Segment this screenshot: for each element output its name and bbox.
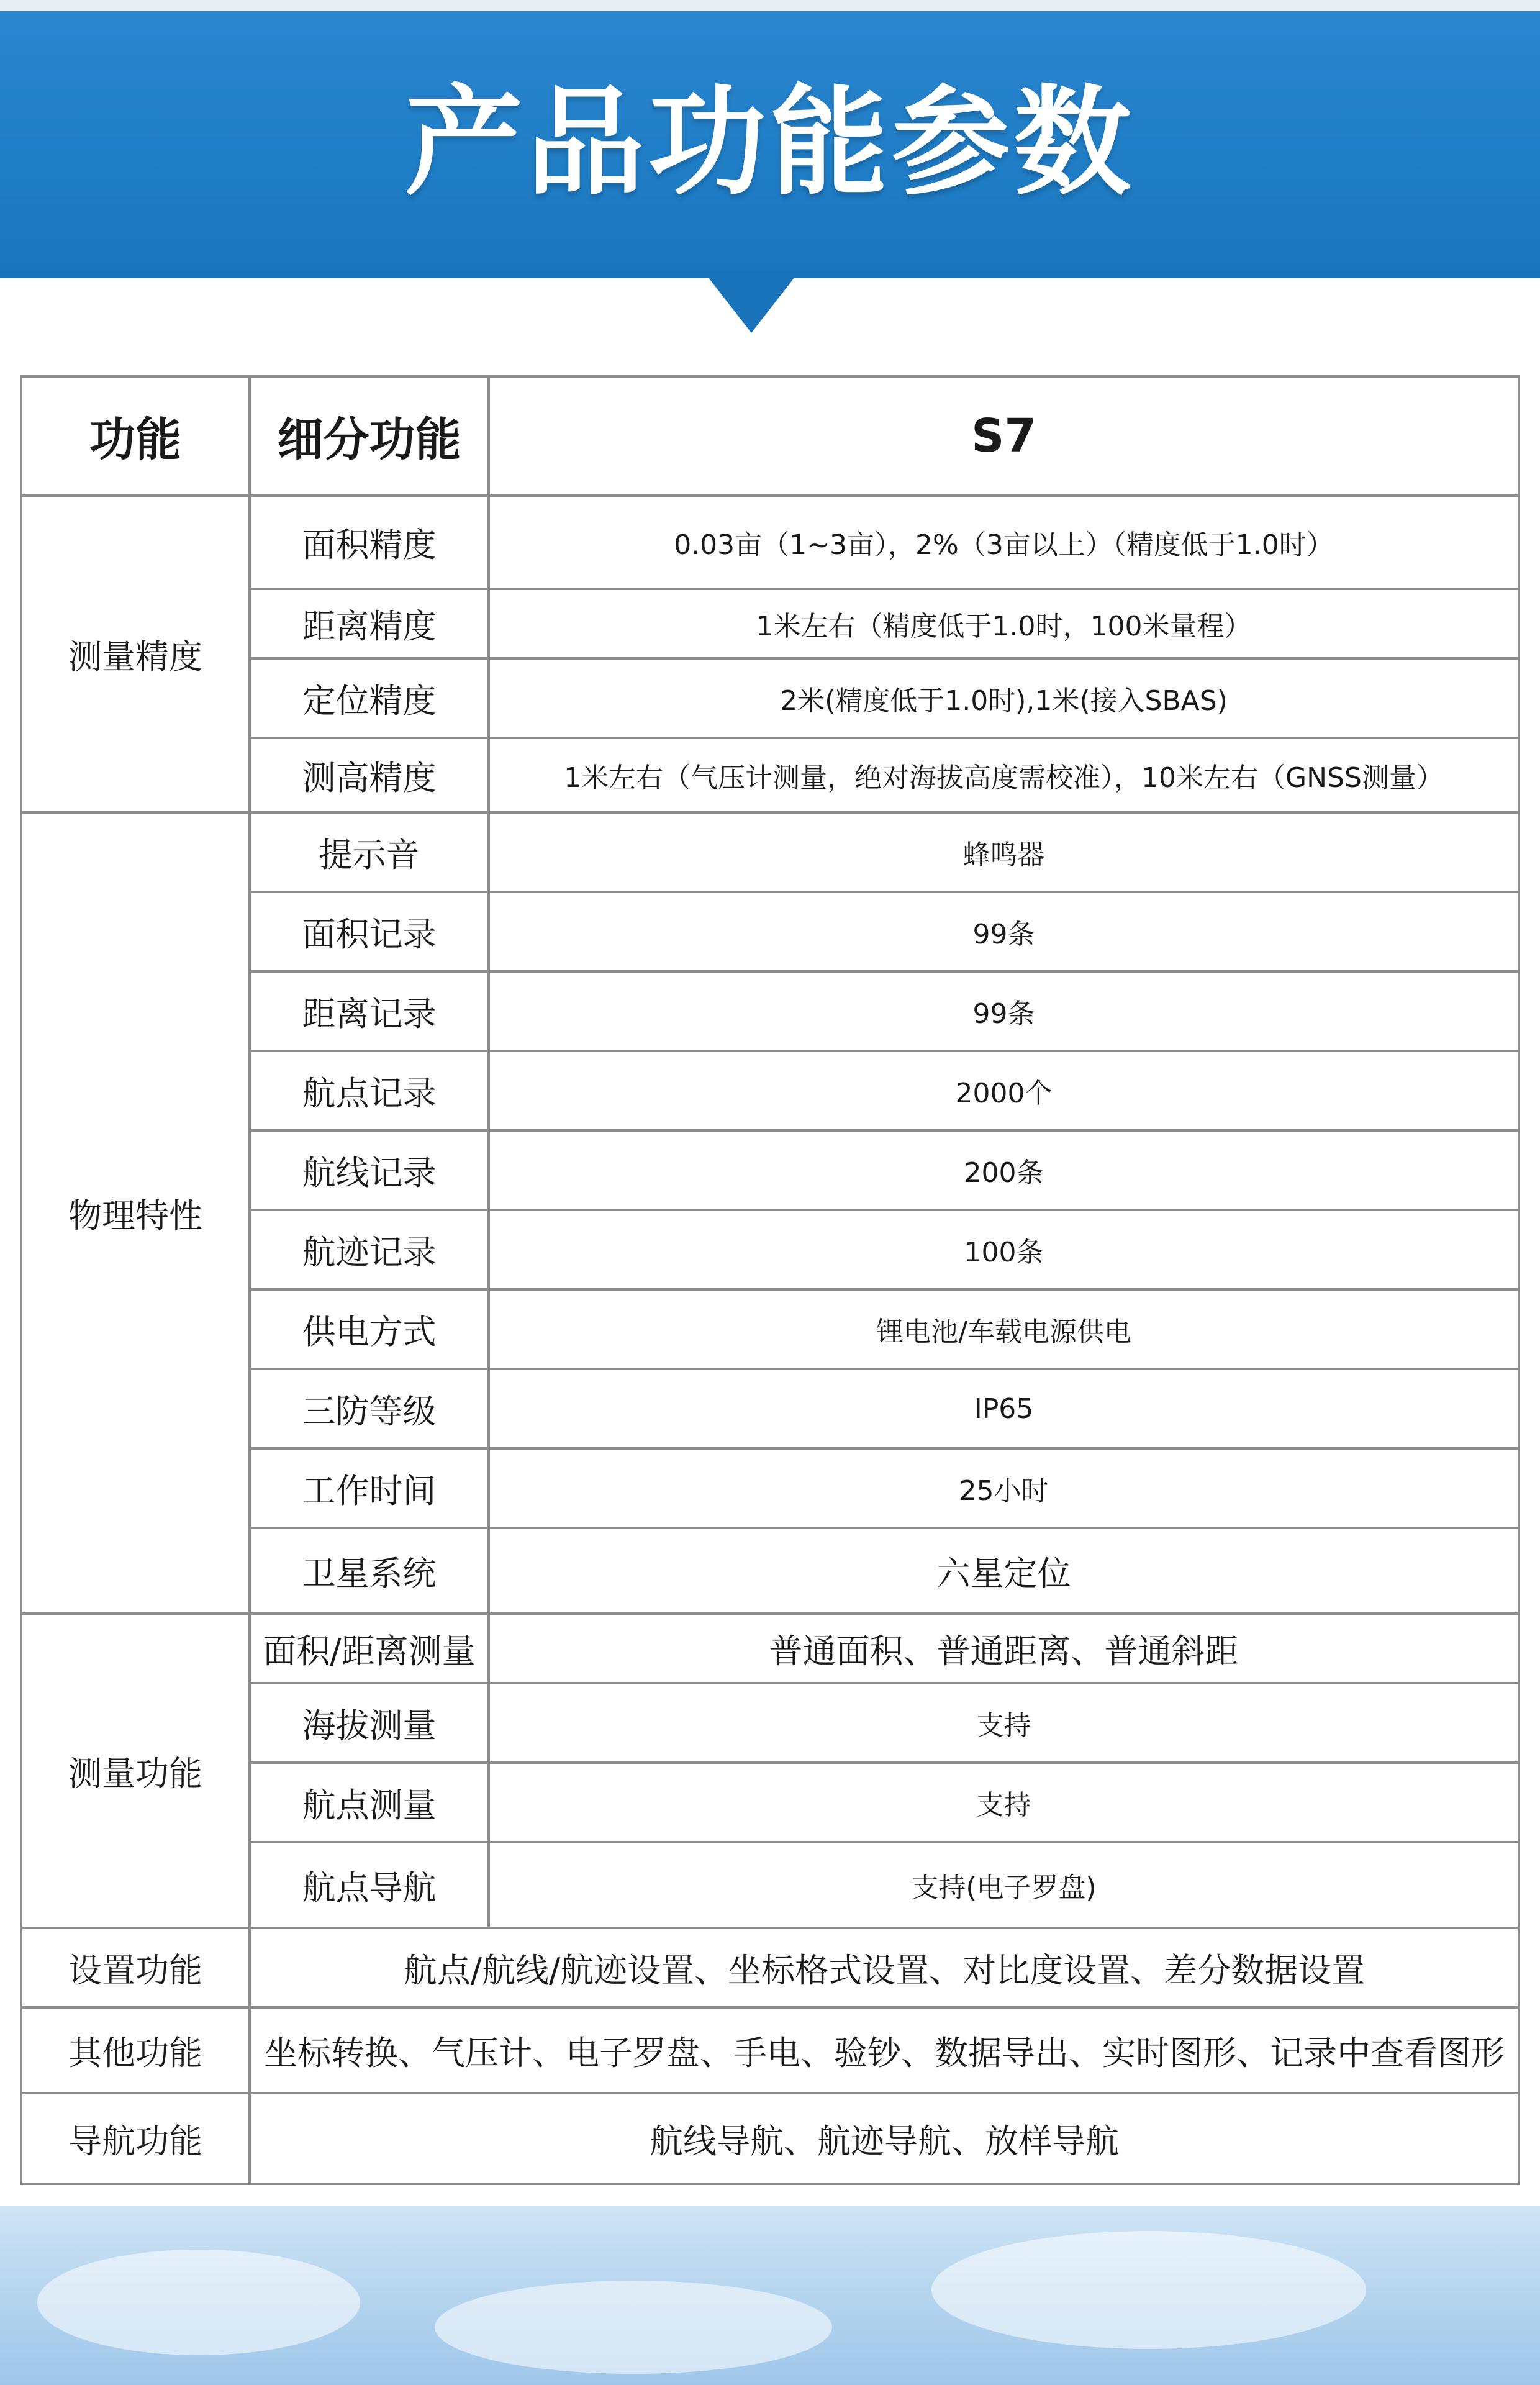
spec-value: 25小时: [489, 1448, 1519, 1528]
table-row: [21, 496, 1519, 589]
spec-value: IP65: [489, 1369, 1519, 1448]
sub-function-label: 航点导航: [250, 1842, 489, 1928]
spec-value: 六星定位: [489, 1528, 1519, 1614]
table-row: [21, 812, 1519, 892]
table-row: [21, 2093, 1519, 2184]
cloud-decoration: [931, 2231, 1366, 2349]
spec-value: 航线导航、航迹导航、放样导航: [250, 2093, 1519, 2184]
sub-function-label: 工作时间: [250, 1448, 489, 1528]
header-model: S7: [489, 376, 1519, 496]
sub-function-label: 面积精度: [250, 496, 489, 589]
spec-value: 99条: [489, 892, 1519, 971]
header-pointer: [708, 277, 795, 333]
sub-function-label: 距离记录: [250, 971, 489, 1051]
spec-value: 普通面积、普通距离、普通斜距: [489, 1614, 1519, 1683]
category-measurement-accuracy: 测量精度: [21, 496, 250, 812]
spec-value: 100条: [489, 1210, 1519, 1289]
sub-function-label: 航线记录: [250, 1130, 489, 1210]
category-measurement-function: 测量功能: [21, 1614, 250, 1928]
sub-function-label: 供电方式: [250, 1289, 489, 1369]
spec-value: 锂电池/车载电源供电: [489, 1289, 1519, 1369]
spec-value: 1米左右（气压计测量，绝对海拔高度需校准），10米左右（GNSS测量）: [489, 738, 1519, 812]
sub-function-label: 航点测量: [250, 1763, 489, 1842]
category-physical: 物理特性: [21, 812, 250, 1614]
sub-function-label: 提示音: [250, 812, 489, 892]
table-row: [21, 2007, 1519, 2093]
header-function: 功能: [21, 376, 250, 496]
spec-table: [20, 375, 1520, 2185]
sub-function-label: 卫星系统: [250, 1528, 489, 1614]
sub-function-label: 面积记录: [250, 892, 489, 971]
cloud-decoration: [435, 2281, 832, 2374]
spec-value: 200条: [489, 1130, 1519, 1210]
sub-function-label: 三防等级: [250, 1369, 489, 1448]
table-row: [21, 1928, 1519, 2007]
top-strip: [0, 0, 1540, 11]
spec-value: 1米左右（精度低于1.0时，100米量程）: [489, 589, 1519, 658]
spec-value: 支持: [489, 1763, 1519, 1842]
category-other: 其他功能: [21, 2007, 250, 2093]
bottom-sky-background: [0, 2206, 1540, 2385]
spec-value: 支持(电子罗盘): [489, 1842, 1519, 1928]
spec-value: 航点/航线/航迹设置、坐标格式设置、对比度设置、差分数据设置: [250, 1928, 1519, 2007]
spec-value: 0.03亩（1~3亩），2%（3亩以上）（精度低于1.0时）: [489, 496, 1519, 589]
spec-value: 坐标转换、气压计、电子罗盘、手电、验钞、数据导出、实时图形、记录中查看图形: [250, 2007, 1519, 2093]
header-sub-function: 细分功能: [250, 376, 489, 496]
sub-function-label: 距离精度: [250, 589, 489, 658]
table-row: [21, 1614, 1519, 1683]
sub-function-label: 面积/距离测量: [250, 1614, 489, 1683]
sub-function-label: 定位精度: [250, 658, 489, 738]
spec-value: 支持: [489, 1683, 1519, 1763]
spec-value: 99条: [489, 971, 1519, 1051]
spec-value: 蜂鸣器: [489, 812, 1519, 892]
spec-value: 2米(精度低于1.0时),1米(接入SBAS): [489, 658, 1519, 738]
sub-function-label: 航点记录: [250, 1051, 489, 1130]
page-title: 产品功能参数: [404, 73, 1135, 211]
sub-function-label: 航迹记录: [250, 1210, 489, 1289]
sub-function-label: 测高精度: [250, 738, 489, 812]
category-settings: 设置功能: [21, 1928, 250, 2007]
category-navigation: 导航功能: [21, 2093, 250, 2184]
table-header-row: [21, 376, 1519, 496]
sub-function-label: 海拔测量: [250, 1683, 489, 1763]
spec-value: 2000个: [489, 1051, 1519, 1130]
header-banner: [0, 11, 1540, 278]
cloud-decoration: [37, 2250, 360, 2355]
